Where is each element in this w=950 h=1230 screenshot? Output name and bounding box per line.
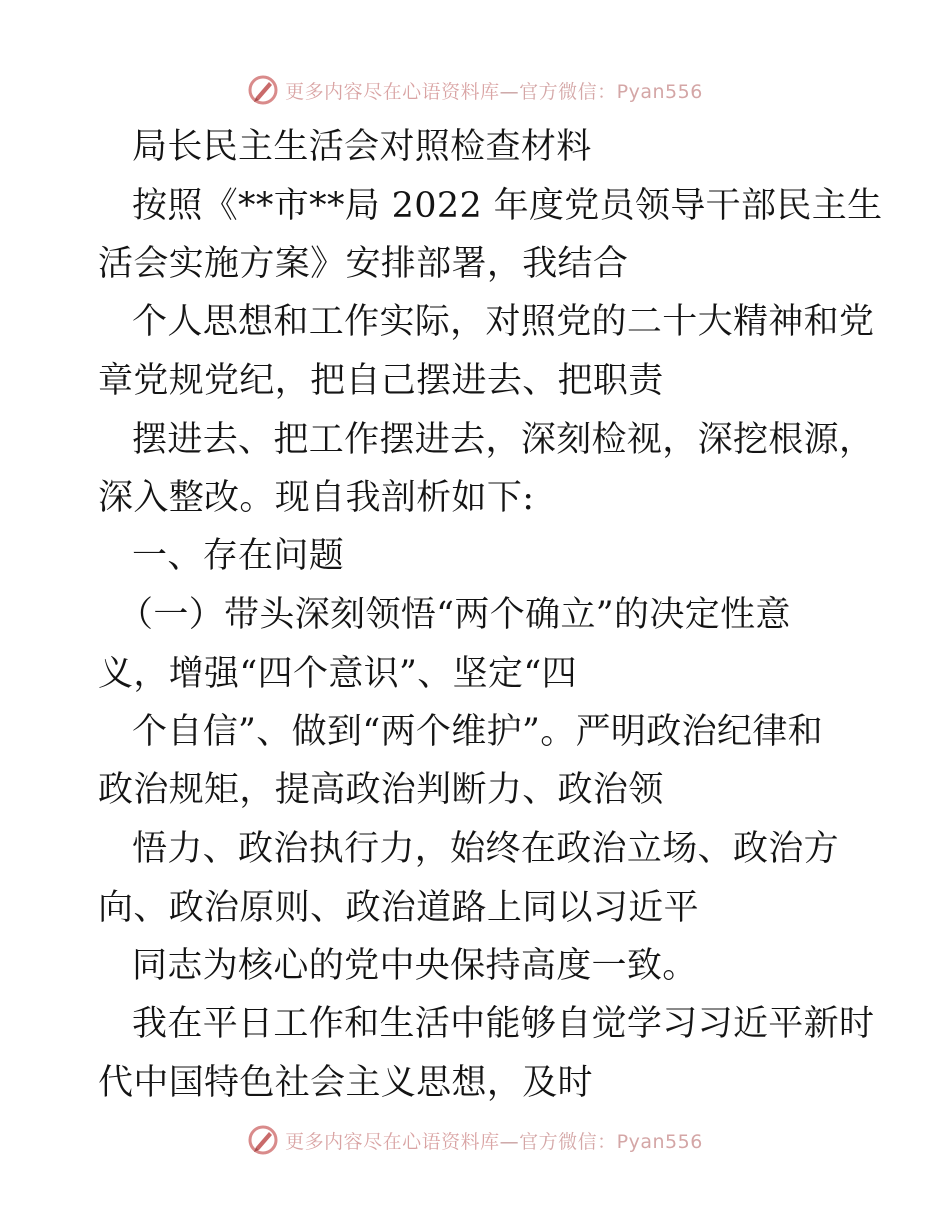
paragraph-line: 个人思想和工作实际，对照党的二十大精神和党 — [132, 302, 875, 342]
paragraph-line: 政治规矩，提高政治判断力、政治领 — [98, 770, 664, 810]
pen-logo-icon — [247, 74, 279, 106]
paragraph-line: 活会实施方案》安排部署，我结合 — [98, 244, 629, 284]
watermark-dash: — — [499, 80, 520, 103]
paragraph-line: 章党规党纪，把自己摆进去、把职责 — [98, 361, 664, 401]
watermark-wechat: 官方微信：Pyan556 — [519, 1130, 703, 1153]
paragraph-line: 按照《**市**局 2022 年度党员领导干部民主生 — [132, 186, 883, 226]
document-title: 局长民主生活会对照检查材料 — [132, 127, 592, 167]
paragraph-line: 摆进去、把工作摆进去，深刻检视，深挖根源， — [132, 420, 875, 460]
paragraph-line: 义，增强“四个意识”、坚定“四 — [98, 654, 577, 694]
subsection-heading: （一）带头深刻领悟“两个确立”的决定性意 — [118, 595, 791, 635]
watermark-title: 更多内容尽在心语资料库 — [285, 80, 500, 103]
paragraph-line: 同志为核心的党中央保持高度一致。 — [132, 946, 698, 986]
pen-logo-icon — [247, 1124, 279, 1156]
paragraph-line: 深入整改。现自我剖析如下: — [98, 478, 535, 518]
paragraph-line: 悟力、政治执行力，始终在政治立场、政治方 — [132, 829, 840, 869]
watermark-dash: — — [499, 1130, 520, 1153]
watermark-wechat: 官方微信：Pyan556 — [519, 80, 703, 103]
paragraph-line: 个自信”、做到“两个维护”。严明政治纪律和 — [132, 712, 824, 752]
header-watermark — [0, 70, 950, 110]
paragraph-line: 向、政治原则、政治道路上同以习近平 — [98, 888, 699, 928]
watermark-text — [285, 77, 703, 104]
watermark-text — [285, 1127, 703, 1154]
section-heading: 一、存在问题 — [132, 536, 345, 576]
watermark-title: 更多内容尽在心语资料库 — [285, 1130, 500, 1153]
paragraph-line: 代中国特色社会主义思想，及时 — [98, 1063, 593, 1103]
paragraph-line: 我在平日工作和生活中能够自觉学习习近平新时 — [132, 1004, 875, 1044]
footer-watermark — [0, 1120, 950, 1160]
